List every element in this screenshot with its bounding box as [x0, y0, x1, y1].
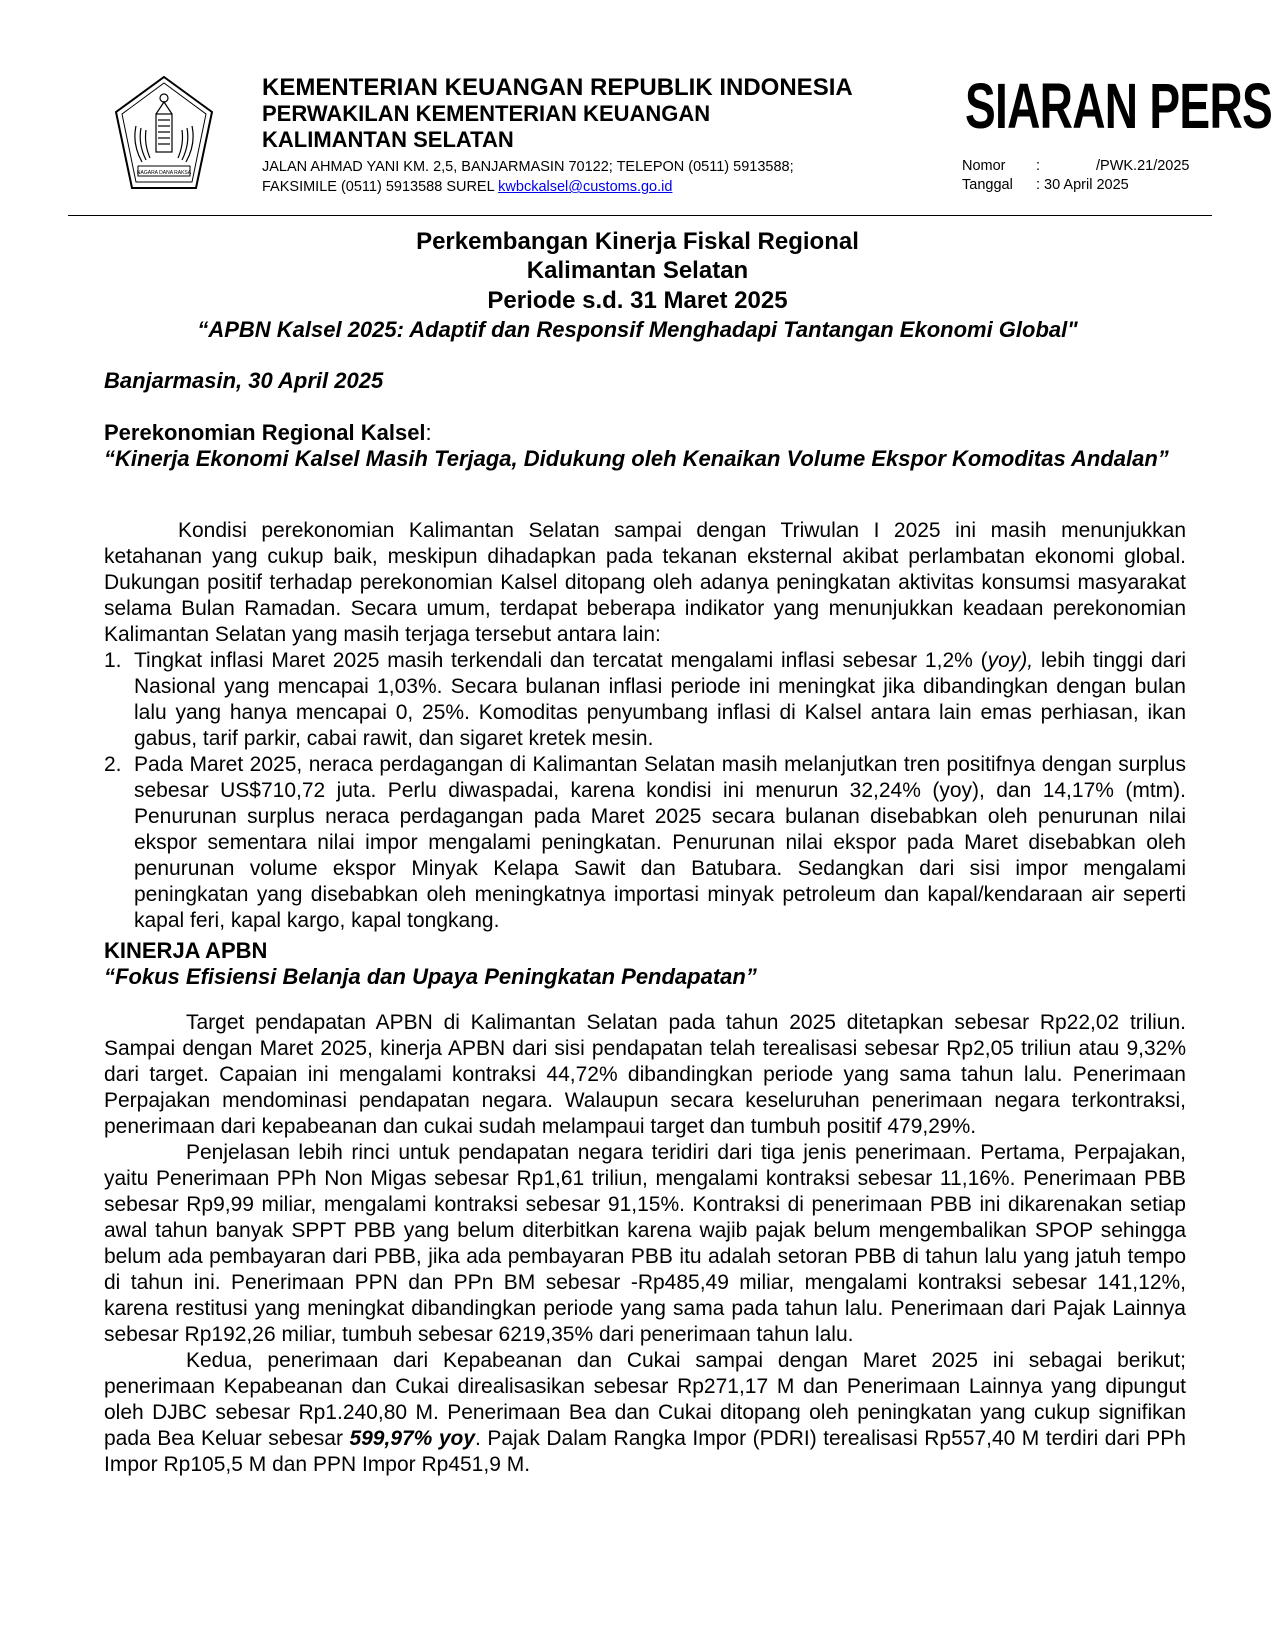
title-line-1: Perkembangan Kinerja Fiskal Regional [416, 228, 859, 255]
org-line-2: PERWAKILAN KEMENTERIAN KEUANGAN [262, 101, 711, 126]
org-line-1: KEMENTERIAN KEUANGAN REPUBLIK INDONESIA [262, 74, 853, 101]
section2-heading: KINERJA APBN [104, 938, 268, 963]
apbn-paragraph-1: Target pendapatan APBN di Kalimantan Selatan pada tahun 2025 ditetapkan sebesar Rp22,02 triliun. Sampai dengan Maret 2025, kinerja APBN dari sisi pendapatan telah terealisasi sebesar Rp2,05 triliun atau 9,32% dari target. Capaian ini mengalami kontraksi 44,72% dibandingkan periode yang sama tahun lalu. Penerimaan Perpajakan mendominasi pendapatan negara. Walaupun secara keseluruhan penerimaan negara terkontraksi, penerimaan dari kepabeanan dan cukai sudah melampaui target dan tumbuh positif 479,29%. [104, 1011, 1186, 1138]
title-line-3: Periode s.d. 31 Maret 2025 [487, 287, 788, 314]
title-tagline: “APBN Kalsel 2025: Adaptif dan Responsif Menghadapi Tantangan Ekonomi Global" [197, 317, 1078, 342]
tanggal-value: : 30 April 2025 [1036, 177, 1129, 193]
email-link[interactable]: kwbckalsel@customs.go.id [498, 179, 673, 195]
section2-subheading: “Fokus Efisiensi Belanja dan Upaya Peningkatan Pendapatan” [104, 964, 757, 989]
section1-heading-block [104, 420, 1186, 472]
section2-body [104, 1010, 1186, 1478]
section1-subheading: “Kinerja Ekonomi Kalsel Masih Terjaga, Didukung oleh Kenaikan Volume Ekspor Komoditas Andalan” [104, 446, 1169, 471]
address-line-2 [262, 177, 794, 197]
section2-heading-block [104, 938, 1186, 990]
document-meta [962, 157, 1190, 195]
org-address [262, 157, 794, 197]
ministry-logo [112, 74, 216, 196]
tanggal-label: Tanggal [962, 177, 1013, 193]
title-line-2: Kalimantan Selatan [526, 257, 749, 284]
header-divider [68, 215, 1212, 216]
list-item: 2. Pada Maret 2025, neraca perdagangan di Kalimantan Selatan masih melanjutkan tren positifnya dengan surplus sebesar US$710,72 juta. Perlu diwaspadai, karena kondisi ini menurun 32,24% (yoy), dan 14,17% (mtm). Penurunan surplus neraca perdagangan pada Maret 2025 secara bulanan disebabkan oleh penurunan nilai ekspor sementara nilai impor mengalami peningkatan. Penurunan nilai ekspor pada Maret disebabkan oleh penurunan volume ekspor Minyak Kelapa Sawit dan Batubara. Sedangkan dari sisi impor mengalami peningkatan yang disebabkan oleh meningkatnya importasi minyak petroleum dan kapal/kendaraan air seperti kapal feri, kapal kargo, kapal tongkang. [104, 753, 1186, 932]
list-item: 1. Tingkat inflasi Maret 2025 masih terkendali dan tercatat mengalami inflasi sebesar 1,2% (yoy), lebih tinggi dari Nasional yang mencapai 1,03%. Secara bulanan inflasi periode ini meningkat jika dibandingkan dengan bulan lalu yang hanya mencapai 0, 25%. Komoditas penyumbang inflasi di Kalsel antara lain emas perhiasan, ikan gabus, tarif parkir, cabai rawit, dan sigaret kretek mesin. [104, 649, 1186, 750]
nomor-value: /PWK.21/2025 [1096, 158, 1190, 174]
press-release-badge: SIARAN PERS [965, 70, 1273, 142]
dateline: Banjarmasin, 30 April 2025 [104, 368, 384, 393]
org-header [262, 75, 853, 153]
address-line-1: JALAN AHMAD YANI KM. 2,5, BANJARMASIN 70122; TELEPON (0511) 5913588; [262, 159, 794, 175]
org-line-3: KALIMANTAN SELATAN [262, 127, 514, 152]
apbn-paragraph-2: Penjelasan lebih rinci untuk pendapatan negara teridiri dari tiga jenis penerimaan. Pertama, Perpajakan, yaitu Penerimaan PPh Non Migas sebesar Rp1,61 triliun, mengalami kontraksi sebesar 11,16%. Penerimaan PBB sebesar Rp9,99 miliar, mengalami kontraksi sebesar 91,15%. Kontraksi di penerimaan PBB ini dikarenakan setiap awal tahun banyak SPPT PBB yang belum diterbitkan karena wajib pajak belum mengembalikan SPOP sehingga belum ada pembayaran dari PBB, jika ada pembayaran PBB itu adalah setoran PBB di tahun lalu yang jatuh tempo di tahun ini. Penerimaan PPN dan PPn BM sebesar -Rp485,49 miliar, mengalami kontraksi sebesar 141,12%, karena restitusi yang meningkat dibandingkan periode yang sama pada tahun lalu. Penerimaan dari Pajak Lainnya sebesar Rp192,26 miliar, tumbuh sebesar 6219,35% dari penerimaan tahun lalu. [104, 1141, 1186, 1346]
apbn-paragraph-3: Kedua, penerimaan dari Kepabeanan dan Cukai sampai dengan Maret 2025 ini sebagai berikut; penerimaan Kepabeanan dan Cukai direalisasikan sebesar Rp271,17 M dan Penerimaan Lainnya yang dipungut oleh DJBC sebesar Rp1.240,80 M. Penerimaan Bea dan Cukai ditopang oleh peningkatan yang cukup signifikan pada Bea Keluar sebesar 599,97% yoy. Pajak Dalam Rangka Impor (PDRI) terealisasi Rp557,40 M terdiri dari PPh Impor Rp105,5 M dan PPN Impor Rp451,9 M. [104, 1349, 1186, 1476]
nomor-sep: : [1036, 158, 1041, 174]
section1-intro: Kondisi perekonomian Kalimantan Selatan sampai dengan Triwulan I 2025 ini masih menunjukkan ketahanan yang cukup baik, meskipun dihadapkan pada tekanan eksternal akibat perlambatan ekonomi global. Dukungan positif terhadap perekonomian Kalsel ditopang oleh adanya peningkatan aktivitas konsumsi masyarakat selama Bulan Ramadan. Secara umum, terdapat beberapa indikator yang menunjukkan keadaan perekonomian Kalimantan Selatan yang masih terjaga tersebut antara lain: [104, 519, 1186, 646]
bea-keluar-growth: 599,97% yoy [349, 1427, 476, 1450]
nomor-label: Nomor [962, 158, 1006, 174]
logo-motto: NAGARA DANA RAKSA [136, 170, 192, 176]
section1-body [104, 518, 1186, 934]
section1-heading: Perekonomian Regional Kalsel: [104, 420, 432, 445]
fax-text: FAKSIMILE (0511) 5913588 SUREL [262, 179, 499, 195]
indicator-list [104, 648, 1186, 934]
